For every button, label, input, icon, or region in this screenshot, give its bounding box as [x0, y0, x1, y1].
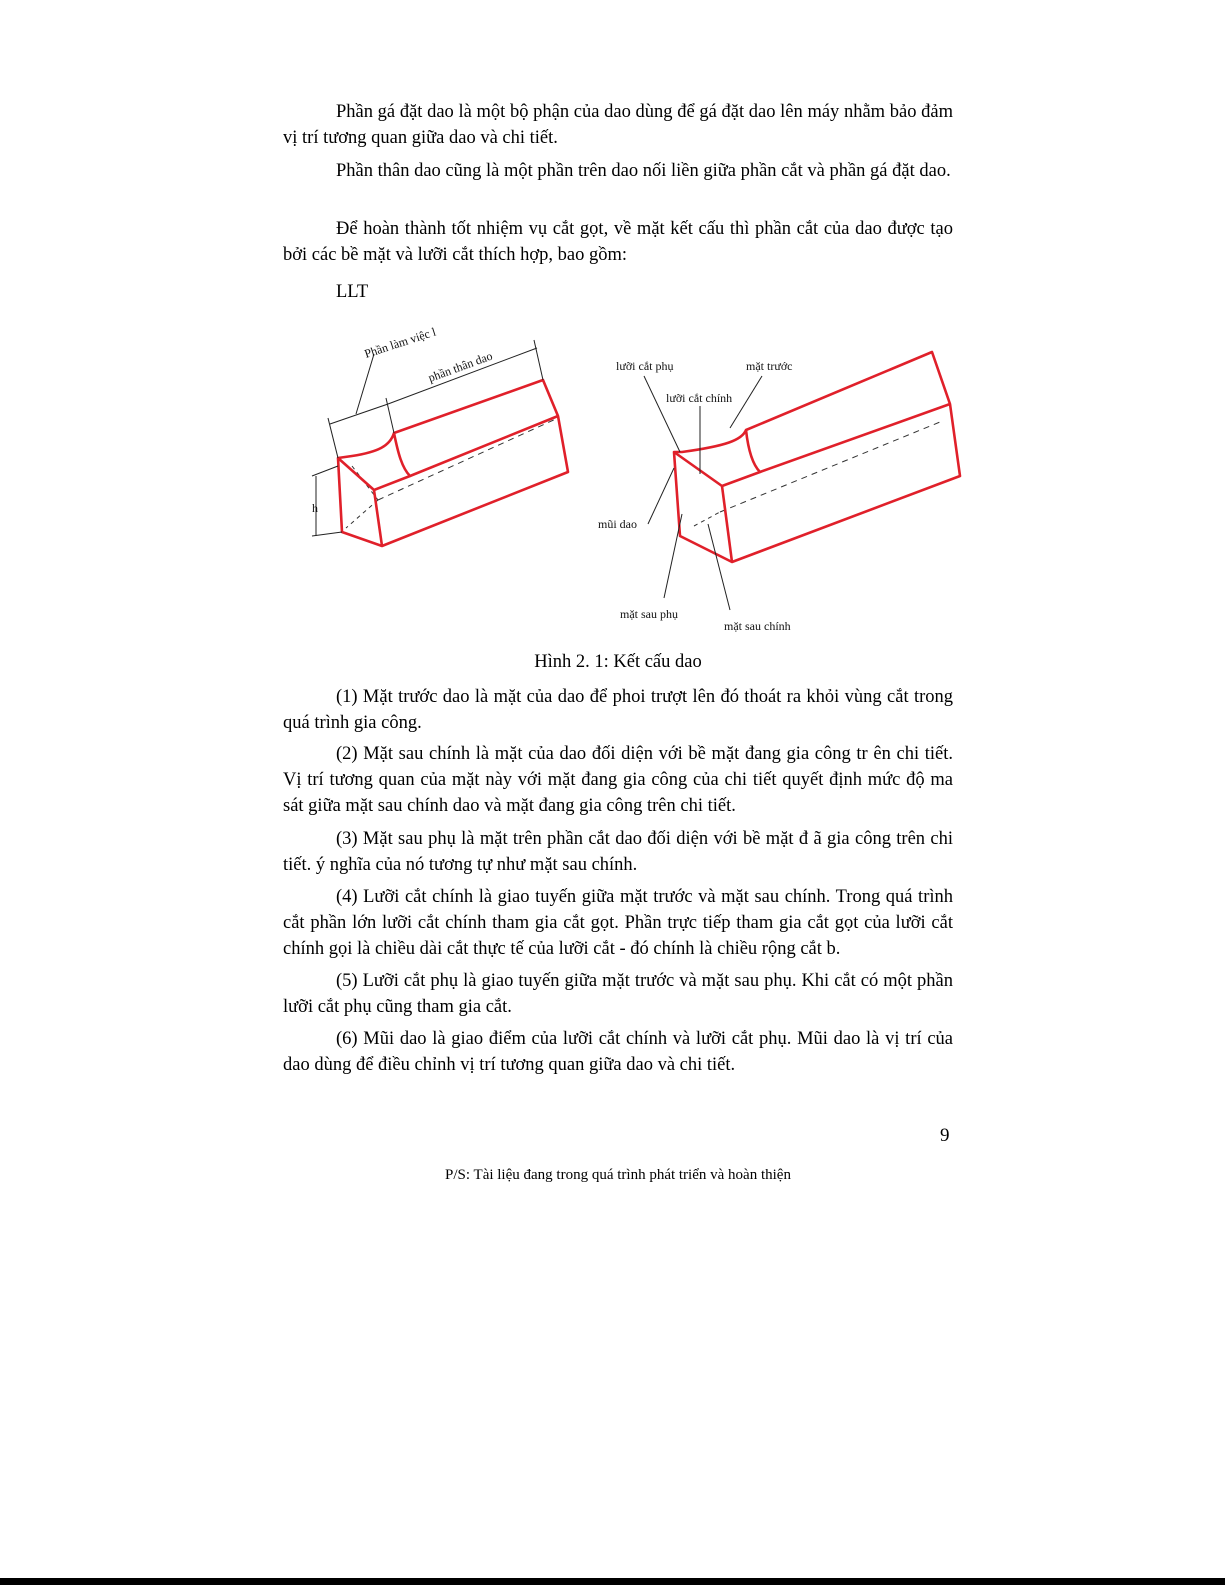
definition-main-edge: (4) Lưỡi cắt chính là giao tuyến giữa mặt trước và mặt sau chính. Trong quá trình cắt phần lớn lưỡi cắt chính tham gia cắt gọt. Phần trực tiếp tham gia cắt gọt của lưỡi cắt chính gọi là chiều dài cắt thực tế của lưỡi cắt - đó chính là chiều rộng cắt b. — [283, 887, 953, 959]
paragraph-tool-body: Phần thân dao cũng là một phần trên dao nối liền giữa phần cắt và phần gá đặt dao. — [336, 161, 951, 181]
label-body-part: phần thân dao — [426, 348, 495, 385]
llt-label: LLT — [336, 282, 369, 302]
bottom-edge-bar — [0, 1578, 1225, 1585]
definition-tool-tip: (6) Mũi dao là giao điểm của lưỡi cắt chính và lưỡi cắt phụ. Mũi dao là vị trí của dao dùng để điều chỉnh vị trí tương quan giữa dao và chi tiết. — [283, 1029, 953, 1075]
label-secondary-flank: mặt sau phụ — [620, 607, 678, 621]
label-working-part: Phần làm việc l — [362, 324, 438, 361]
figure-caption: Hình 2. 1: Kết cấu dao — [534, 652, 702, 672]
label-height: h — [312, 501, 318, 515]
right-tool-drawing — [598, 352, 960, 633]
paragraph-cutting-part: Để hoàn thành tốt nhiệm vụ cắt gọt, về mặt kết cấu thì phần cắt của dao được tạo bởi các bề mặt và lưỡi cắt thích hợp, bao gồm: — [283, 219, 953, 265]
left-tool-drawing — [312, 324, 568, 546]
definition-secondary-edge: (5) Lưỡi cắt phụ là giao tuyến giữa mặt trước và mặt sau phụ. Khi cắt có một phần lưỡi cắt phụ cũng tham gia cắt. — [283, 971, 953, 1017]
footer-note: P/S: Tài liệu đang trong quá trình phát triển và hoàn thiện — [445, 1167, 791, 1183]
label-tool-tip: mũi dao — [598, 517, 637, 531]
definition-rake-face: (1) Mặt trước dao là mặt của dao để phoi trượt lên đó thoát ra khỏi vùng cắt trong quá trình gia công. — [283, 687, 953, 733]
label-secondary-edge: lưỡi cắt phụ — [616, 359, 674, 373]
definition-main-flank: (2) Mặt sau chính là mặt của dao đối diện với bề mặt đang gia công tr ên chi tiết. Vị trí tương quan của mặt này với mặt đang gia công của chi tiết quyết định mức độ ma sát giữa mặt sau chính dao và mặt đang gia công trên chi tiết. — [283, 744, 953, 816]
page-number: 9 — [940, 1125, 950, 1146]
paragraph-tool-holder: Phần gá đặt dao là một bộ phận của dao dùng để gá đặt dao lên máy nhằm bảo đảm vị trí tương quan giữa dao và chi tiết. — [283, 102, 953, 148]
tool-structure-figure — [290, 318, 980, 648]
label-main-edge: lưỡi cắt chính — [666, 391, 733, 405]
definition-secondary-flank: (3) Mặt sau phụ là mặt trên phần cắt dao đối diện với bề mặt đ ã gia công trên chi tiết. ý nghĩa của nó tương tự như mặt sau chính. — [283, 829, 953, 875]
label-main-flank: mặt sau chính — [724, 619, 791, 633]
label-rake-face: mặt trước — [746, 359, 793, 373]
